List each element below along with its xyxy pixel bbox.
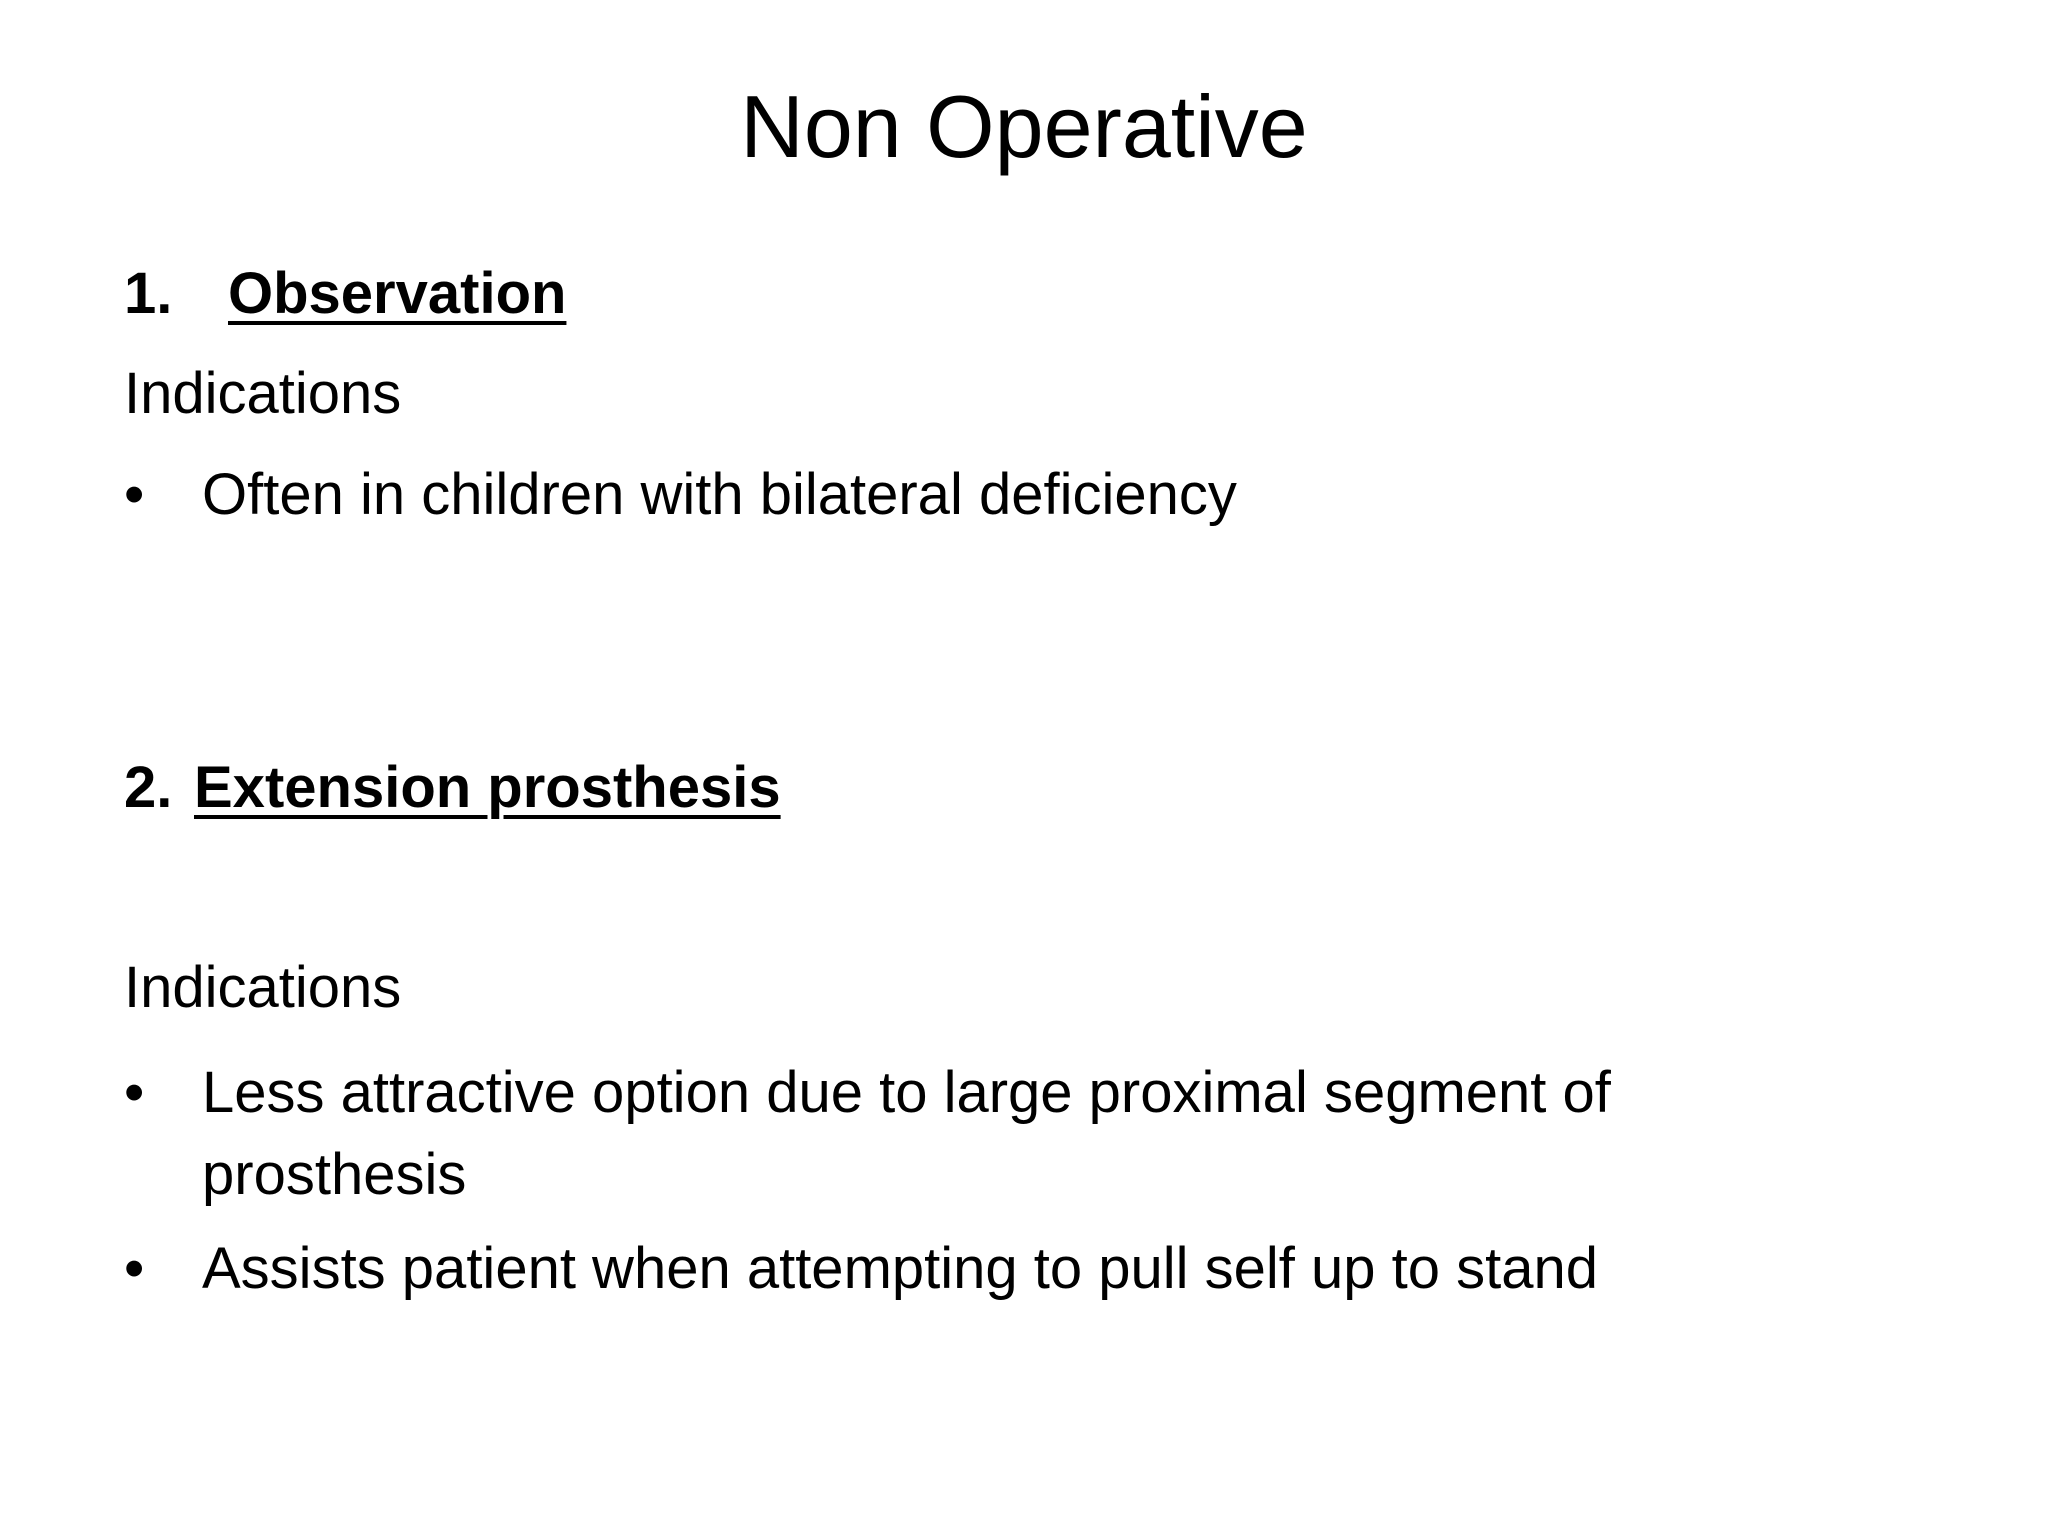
section-2-bullet-2	[124, 1228, 1804, 1310]
section-2-heading-text: Extension prosthesis	[194, 755, 781, 820]
section-1-bullet-1	[124, 454, 1804, 536]
bullet-text: Less attractive option due to large proximal segment of prosthesis	[202, 1060, 1611, 1207]
slide-title: Non Operative	[740, 77, 1308, 176]
bullet-icon: •	[124, 1060, 145, 1125]
section-1-heading	[124, 258, 566, 330]
bullet-text: Often in children with bilateral deficiency	[202, 462, 1237, 527]
section-1-subheading: Indications	[124, 361, 402, 426]
bullet-icon: •	[124, 462, 145, 527]
bullet-text: Assists patient when attempting to pull self up to stand	[202, 1236, 1599, 1301]
section-2-bullet-1	[124, 1052, 1804, 1216]
section-2-subheading: Indications	[124, 955, 402, 1020]
section-2-number: 2.	[124, 755, 173, 820]
bullet-icon: •	[124, 1236, 145, 1301]
section-1-number: 1.	[124, 261, 173, 326]
section-1-heading-text: Observation	[228, 261, 567, 326]
section-2-heading	[124, 752, 781, 824]
